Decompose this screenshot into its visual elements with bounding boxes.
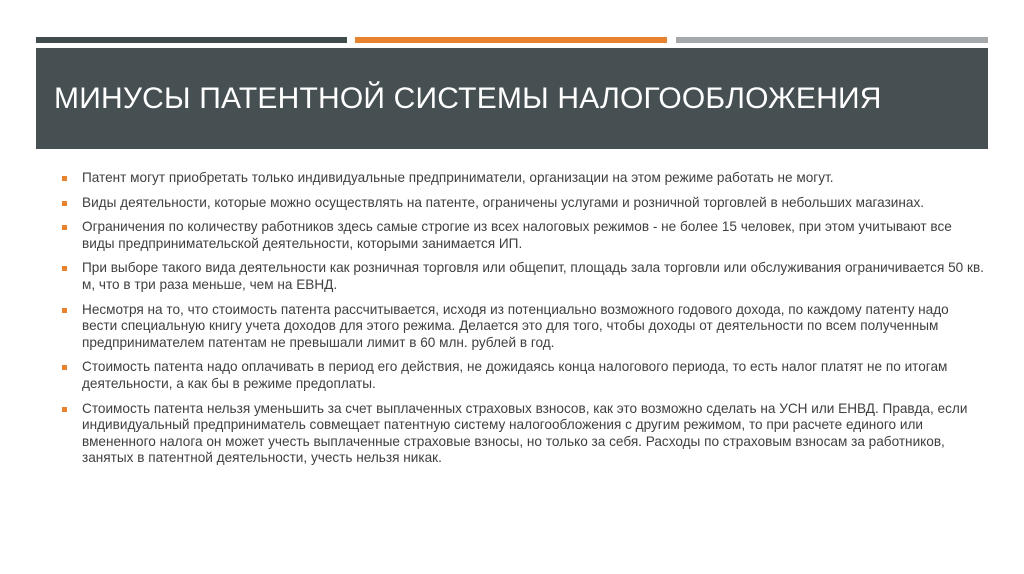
square-bullet-icon xyxy=(62,365,67,370)
bullet-item xyxy=(62,219,986,252)
bullet-list xyxy=(62,170,986,467)
bullet-text: Виды деятельности, которые можно осуществлять на патенте, ограничены услугами и розничной торговлей в небольших магазинах. xyxy=(82,194,925,210)
bullet-text: При выборе такого вида деятельности как розничная торговля или общепит, площадь зала торговли или обслуживания ограничивается 50 кв. м, что в три раза меньше, чем на ЕВНД. xyxy=(82,260,984,292)
bullet-item xyxy=(62,260,986,293)
decor-bar-orange xyxy=(355,37,667,43)
bullet-item xyxy=(62,195,986,212)
bullet-text: Несмотря на то, что стоимость патента рассчитывается, исходя из потенциально возможного годового дохода, по каждому патенту надо вести специальную книгу учета доходов для этого режима. Делается это для того, чтобы доходы от деятельности по всем полученным предпринимателем патентам не превышали лимит в 60 млн. рублей в год. xyxy=(82,301,949,350)
bullet-item xyxy=(62,302,986,352)
bullet-text: Ограничения по количеству работников здесь самые строгие из всех налоговых режимов - не более 15 человек, при этом учитывают все виды предпринимательской деятельности, которыми занимается ИП. xyxy=(82,219,952,251)
square-bullet-icon xyxy=(62,407,67,412)
bullet-item xyxy=(62,170,986,187)
slide-title: МИНУСЫ ПАТЕНТНОЙ СИСТЕМЫ НАЛОГООБЛОЖЕНИЯ xyxy=(54,81,882,115)
square-bullet-icon xyxy=(62,266,67,271)
slide-content xyxy=(62,170,986,475)
bullet-text: Стоимость патента нельзя уменьшить за счет выплаченных страховых взносов, как это возможно сделать на УСН или ЕНВД. Правда, если индивидуальный предприниматель совмещает патентную систему налогообложения с другим режимом, то при расчете единого или вмененного налога он может учесть выплаченные страховые взносы, но только за себя. Расходы по страховым взносам за работников, занятых в патентной деятельности, учесть нельзя никак. xyxy=(82,400,968,466)
decor-bar-gray xyxy=(676,37,988,43)
square-bullet-icon xyxy=(62,225,67,230)
square-bullet-icon xyxy=(62,201,67,206)
decor-bar-dark xyxy=(36,37,347,43)
square-bullet-icon xyxy=(62,308,67,313)
square-bullet-icon xyxy=(62,176,67,181)
bullet-text: Патент могут приобретать только индивидуальные предприниматели, организации на этом режиме работать не могут. xyxy=(82,170,834,185)
bullet-item xyxy=(62,401,986,467)
bullet-text: Стоимость патента надо оплачивать в период его действия, не дожидаясь конца налогового периода, то есть налог платят не по итогам деятельности, а как бы в режиме предоплаты. xyxy=(82,359,948,391)
title-banner xyxy=(36,48,988,149)
bullet-item xyxy=(62,359,986,392)
